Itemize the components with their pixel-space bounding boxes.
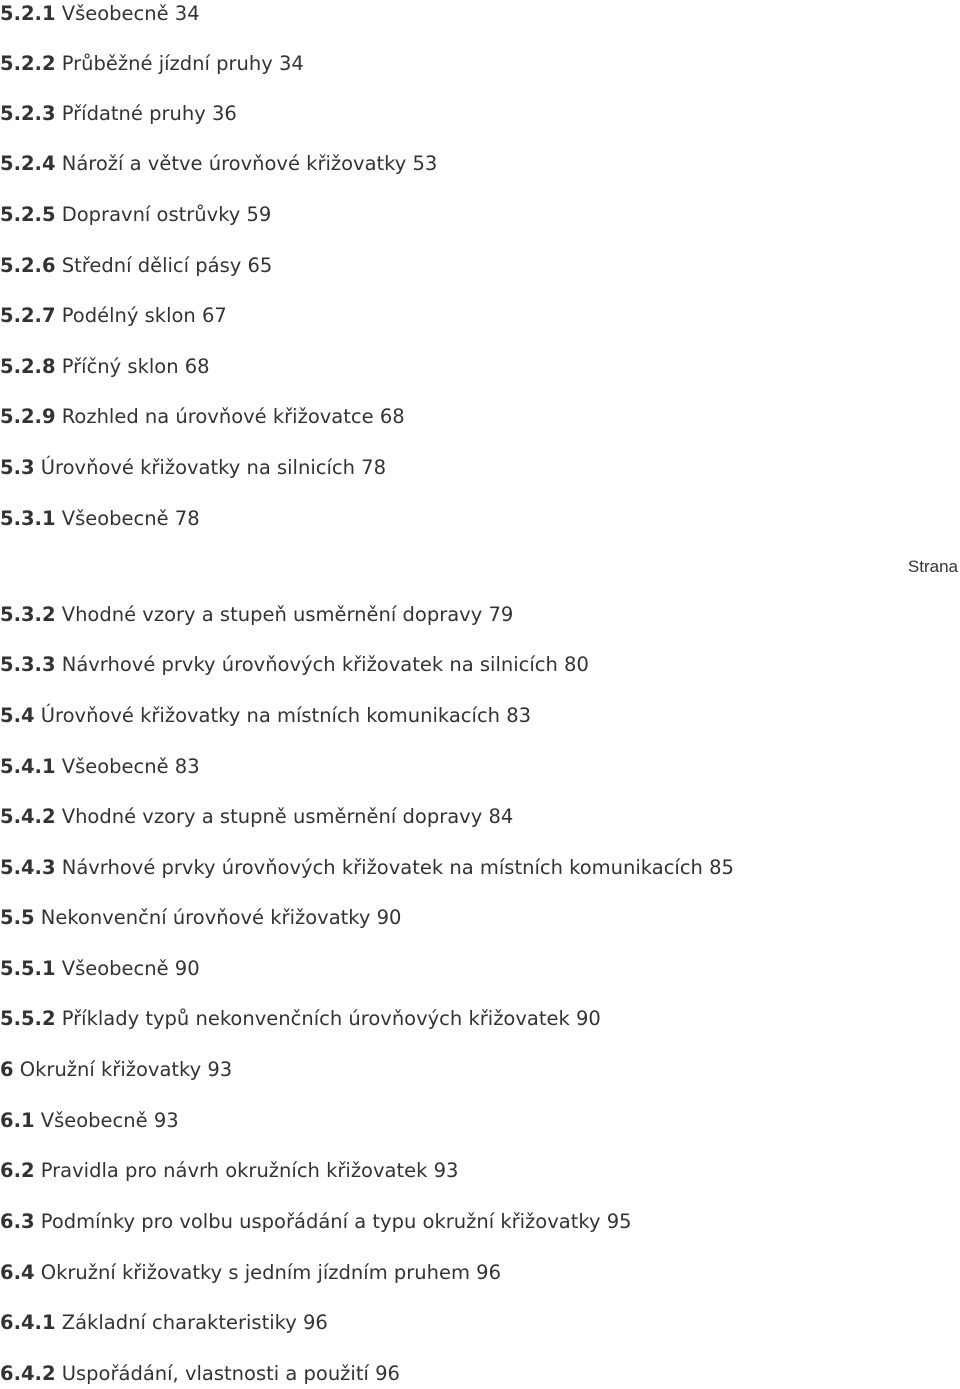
toc-entry [0, 1005, 601, 1033]
toc-entry-title: Vhodné vzory a stupeň usměrnění dopravy 79 [61, 603, 514, 626]
toc-entry-title: Všeobecně 83 [61, 755, 200, 778]
toc-entry-title: Všeobecně 34 [61, 2, 200, 25]
toc-entry-title: Nároží a větve úrovňové křižovatky 53 [61, 152, 438, 175]
toc-entry [0, 0, 200, 28]
toc-entry-number: 5.3.3 [0, 653, 56, 676]
toc-entry-number: 6.4.1 [0, 1311, 56, 1334]
toc-entry-title: Nekonvenční úrovňové křižovatky 90 [40, 906, 402, 929]
toc-entry-title: Všeobecně 90 [61, 957, 200, 980]
toc-entry-title: Návrhové prvky úrovňových křižovatek na místních komunikacích 85 [61, 856, 734, 879]
toc-entry-title: Rozhled na úrovňové křižovatce 68 [61, 405, 405, 428]
toc-entry-title: Úrovňové křižovatky na místních komunikacích 83 [40, 704, 532, 727]
toc-entry-number: 5.2.3 [0, 102, 56, 125]
toc-entry-number: 5.2.1 [0, 2, 56, 25]
toc-entry [0, 201, 271, 229]
toc-entry [0, 854, 734, 882]
toc-entry-title: Dopravní ostrůvky 59 [61, 203, 272, 226]
toc-entry-number: 5.4 [0, 704, 35, 727]
toc-entry-number: 5.5.2 [0, 1007, 56, 1030]
toc-entry-number: 5.2.6 [0, 254, 56, 277]
page-column-label: Strana [907, 557, 958, 576]
toc-entry [0, 454, 386, 482]
toc-entry [0, 252, 272, 280]
toc-entry-title: Pravidla pro návrh okružních křižovatek 93 [40, 1159, 459, 1182]
toc-entry-title: Příčný sklon 68 [61, 355, 210, 378]
toc-entry-number: 6.4.2 [0, 1362, 56, 1385]
toc-entry-title: Všeobecně 93 [40, 1109, 179, 1132]
toc-entry-title: Všeobecně 78 [61, 507, 200, 530]
toc-entry-title: Přídatné pruhy 36 [61, 102, 237, 125]
toc-entry-number: 5.4.2 [0, 805, 56, 828]
toc-entry-title: Uspořádání, vlastnosti a použití 96 [61, 1362, 400, 1385]
toc-entry [0, 50, 304, 78]
toc-entry-number: 5.2.8 [0, 355, 56, 378]
toc-entry [0, 1360, 400, 1388]
toc-entry-number: 5.2.4 [0, 152, 56, 175]
toc-entry-number: 5.3.1 [0, 507, 56, 530]
toc-entry [0, 651, 589, 679]
toc-entry [0, 904, 401, 932]
toc-entry-number: 5.2.7 [0, 304, 56, 327]
toc-entry-number: 5.2.9 [0, 405, 56, 428]
toc-entry [0, 1208, 632, 1236]
toc-entry [0, 150, 437, 178]
toc-entry [0, 1259, 501, 1287]
toc-entry-title: Průběžné jízdní pruhy 34 [61, 52, 304, 75]
toc-entry [0, 100, 237, 128]
toc-entry-title: Základní charakteristiky 96 [61, 1311, 328, 1334]
toc-entry [0, 505, 200, 533]
toc-entry [0, 403, 405, 431]
toc-entry-title: Příklady typů nekonvenčních úrovňových křižovatek 90 [61, 1007, 601, 1030]
toc-entry-title: Úrovňové křižovatky na silnicích 78 [40, 456, 386, 479]
toc-entry [0, 601, 513, 629]
toc-entry-title: Vhodné vzory a stupně usměrnění dopravy 84 [61, 805, 514, 828]
toc-entry [0, 955, 200, 983]
toc-entry-title: Návrhové prvky úrovňových křižovatek na silnicích 80 [61, 653, 589, 676]
toc-entry [0, 803, 513, 831]
toc-entry [0, 353, 210, 381]
toc-entry-number: 5.2.2 [0, 52, 56, 75]
toc-entry-number: 5.3 [0, 456, 35, 479]
toc-entry-title: Okružní křižovatky 93 [19, 1058, 233, 1081]
toc-entry [0, 702, 531, 730]
toc-entry-title: Podmínky pro volbu uspořádání a typu okružní křižovatky 95 [40, 1210, 632, 1233]
toc-entry-title: Střední dělicí pásy 65 [61, 254, 273, 277]
toc-entry [0, 1309, 328, 1337]
toc-entry-number: 5.3.2 [0, 603, 56, 626]
toc-entry-number: 5.2.5 [0, 203, 56, 226]
toc-entry-number: 5.5 [0, 906, 35, 929]
toc-entry [0, 1157, 458, 1185]
toc-entry-number: 6 [0, 1058, 14, 1081]
toc-entry-number: 6.4 [0, 1261, 35, 1284]
toc-entry-title: Podélný sklon 67 [61, 304, 227, 327]
toc-entry-number: 6.1 [0, 1109, 35, 1132]
toc-entry-number: 6.2 [0, 1159, 35, 1182]
toc-entry [0, 1107, 179, 1135]
toc-entry-number: 6.3 [0, 1210, 35, 1233]
toc-entry-number: 5.4.3 [0, 856, 56, 879]
toc-entry [0, 1056, 232, 1084]
toc-entry-number: 5.5.1 [0, 957, 56, 980]
toc-entry-title: Okružní křižovatky s jedním jízdním pruhem 96 [40, 1261, 501, 1284]
toc-entry-number: 5.4.1 [0, 755, 56, 778]
toc-entry [0, 302, 227, 330]
toc-entry [0, 753, 200, 781]
